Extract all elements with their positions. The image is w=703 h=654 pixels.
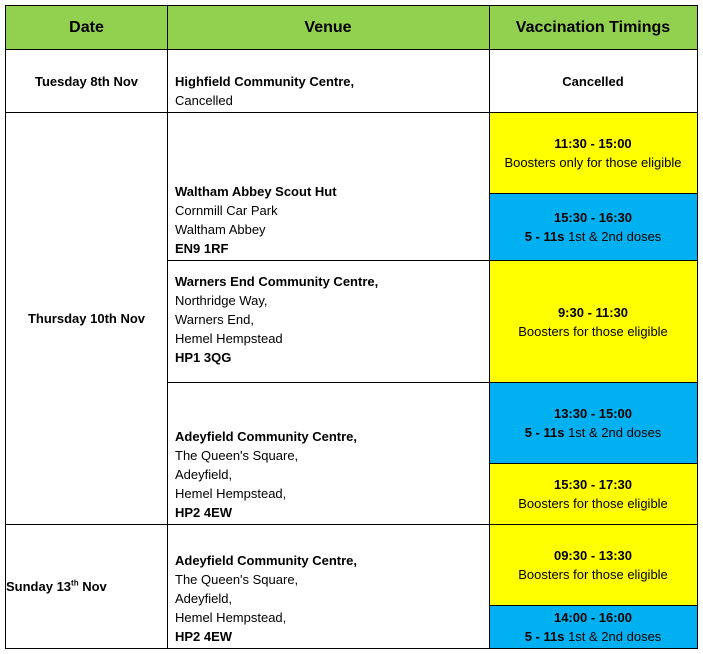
slot-dose-text: 1st & 2nd doses bbox=[564, 229, 662, 244]
slot-time: 11:30 - 15:00 bbox=[554, 136, 632, 151]
slot-time: 14:00 - 16:00 bbox=[553, 610, 633, 625]
sunday-suffix: th bbox=[71, 578, 79, 588]
venue-line: Northridge Way, bbox=[175, 293, 268, 308]
row-divider bbox=[5, 524, 698, 525]
slot-dose-text: 1st & 2nd doses bbox=[564, 629, 662, 644]
venue-postcode: EN9 1RF bbox=[175, 241, 229, 256]
row-divider bbox=[167, 260, 698, 261]
date-sunday bbox=[6, 525, 167, 648]
slot-time: 9:30 - 11:30 bbox=[557, 304, 629, 320]
border-right bbox=[697, 5, 698, 649]
venue-line: Adeyfield, bbox=[175, 467, 233, 482]
border-left bbox=[5, 5, 6, 649]
venue-highfield bbox=[167, 50, 489, 112]
slot-time: 15:30 - 16:30 bbox=[553, 210, 633, 225]
timing-text: Cancelled bbox=[562, 73, 624, 89]
venue-adeyfield-sunday bbox=[167, 525, 489, 648]
slot-desc: Boosters for those eligible bbox=[518, 496, 668, 511]
slot-divider bbox=[489, 605, 698, 606]
sunday-label bbox=[6, 579, 107, 594]
venue-warners-end bbox=[167, 261, 489, 382]
slot-adeyfield-children bbox=[489, 383, 697, 463]
venue-name: Adeyfield Community Centre, bbox=[175, 553, 358, 568]
timing-cancelled bbox=[489, 50, 697, 112]
slot-desc: Boosters for those eligible bbox=[518, 323, 668, 339]
sunday-day: Sunday 13 bbox=[6, 579, 72, 594]
slot-desc bbox=[525, 423, 662, 442]
slot-sunday-children bbox=[489, 606, 697, 648]
slot-time: 15:30 - 17:30 bbox=[553, 477, 633, 492]
slot-time: 13:30 - 15:00 bbox=[553, 406, 633, 421]
venue-adeyfield-thursday bbox=[167, 383, 489, 524]
slot-divider bbox=[489, 463, 698, 464]
venue-line: Hemel Hempstead bbox=[175, 331, 283, 346]
border-top bbox=[5, 5, 698, 6]
row-divider bbox=[5, 49, 698, 50]
date-tuesday: Tuesday 8th Nov bbox=[34, 73, 139, 89]
row-divider bbox=[167, 382, 698, 383]
date-thursday: Thursday 10th Nov bbox=[27, 311, 146, 326]
slot-warners-boosters bbox=[489, 261, 697, 382]
venue-line: Waltham Abbey bbox=[175, 222, 266, 237]
venue-postcode: HP2 4EW bbox=[175, 505, 233, 520]
col-divider bbox=[489, 5, 490, 649]
slot-time: 09:30 - 13:30 bbox=[553, 548, 633, 563]
venue-line: The Queen's Square, bbox=[175, 572, 299, 587]
col-divider bbox=[167, 5, 168, 649]
venue-postcode: HP1 3QG bbox=[175, 350, 232, 365]
slot-waltham-children bbox=[489, 194, 697, 260]
slot-age-group: 5 - 11s bbox=[524, 229, 565, 244]
venue-name: Adeyfield Community Centre, bbox=[175, 429, 358, 444]
slot-desc bbox=[525, 227, 662, 246]
slot-desc bbox=[525, 627, 662, 646]
header-timings: Vaccination Timings bbox=[489, 6, 697, 49]
slot-desc: Boosters for those eligible bbox=[518, 567, 668, 582]
venue-line: Warners End, bbox=[175, 312, 254, 327]
venue-name: Waltham Abbey Scout Hut bbox=[175, 184, 337, 199]
border-bottom bbox=[5, 648, 698, 649]
venue-line: Hemel Hempstead, bbox=[175, 486, 287, 501]
venue-postcode: HP2 4EW bbox=[175, 629, 233, 644]
slot-age-group: 5 - 11s bbox=[524, 629, 565, 644]
venue-name: Warners End Community Centre, bbox=[175, 274, 379, 289]
sunday-month: Nov bbox=[78, 579, 107, 594]
header-date: Date bbox=[6, 6, 167, 49]
slot-desc: Boosters only for those eligible bbox=[504, 155, 682, 170]
slot-divider bbox=[489, 193, 698, 194]
venue-name: Highfield Community Centre, bbox=[175, 74, 355, 89]
slot-dose-text: 1st & 2nd doses bbox=[564, 425, 662, 440]
venue-line: Adeyfield, bbox=[175, 591, 233, 606]
row-divider bbox=[5, 112, 698, 113]
slot-adeyfield-boosters bbox=[489, 464, 697, 524]
slot-waltham-boosters bbox=[489, 113, 697, 193]
venue-line: The Queen's Square, bbox=[175, 448, 299, 463]
header-venue: Venue bbox=[167, 6, 489, 49]
venue-line: Cornmill Car Park bbox=[175, 203, 278, 218]
venue-waltham-abbey bbox=[167, 113, 489, 260]
venue-line: Hemel Hempstead, bbox=[175, 610, 287, 625]
venue-line: Cancelled bbox=[175, 93, 233, 108]
slot-sunday-boosters bbox=[489, 525, 697, 605]
slot-age-group: 5 - 11s bbox=[524, 425, 565, 440]
